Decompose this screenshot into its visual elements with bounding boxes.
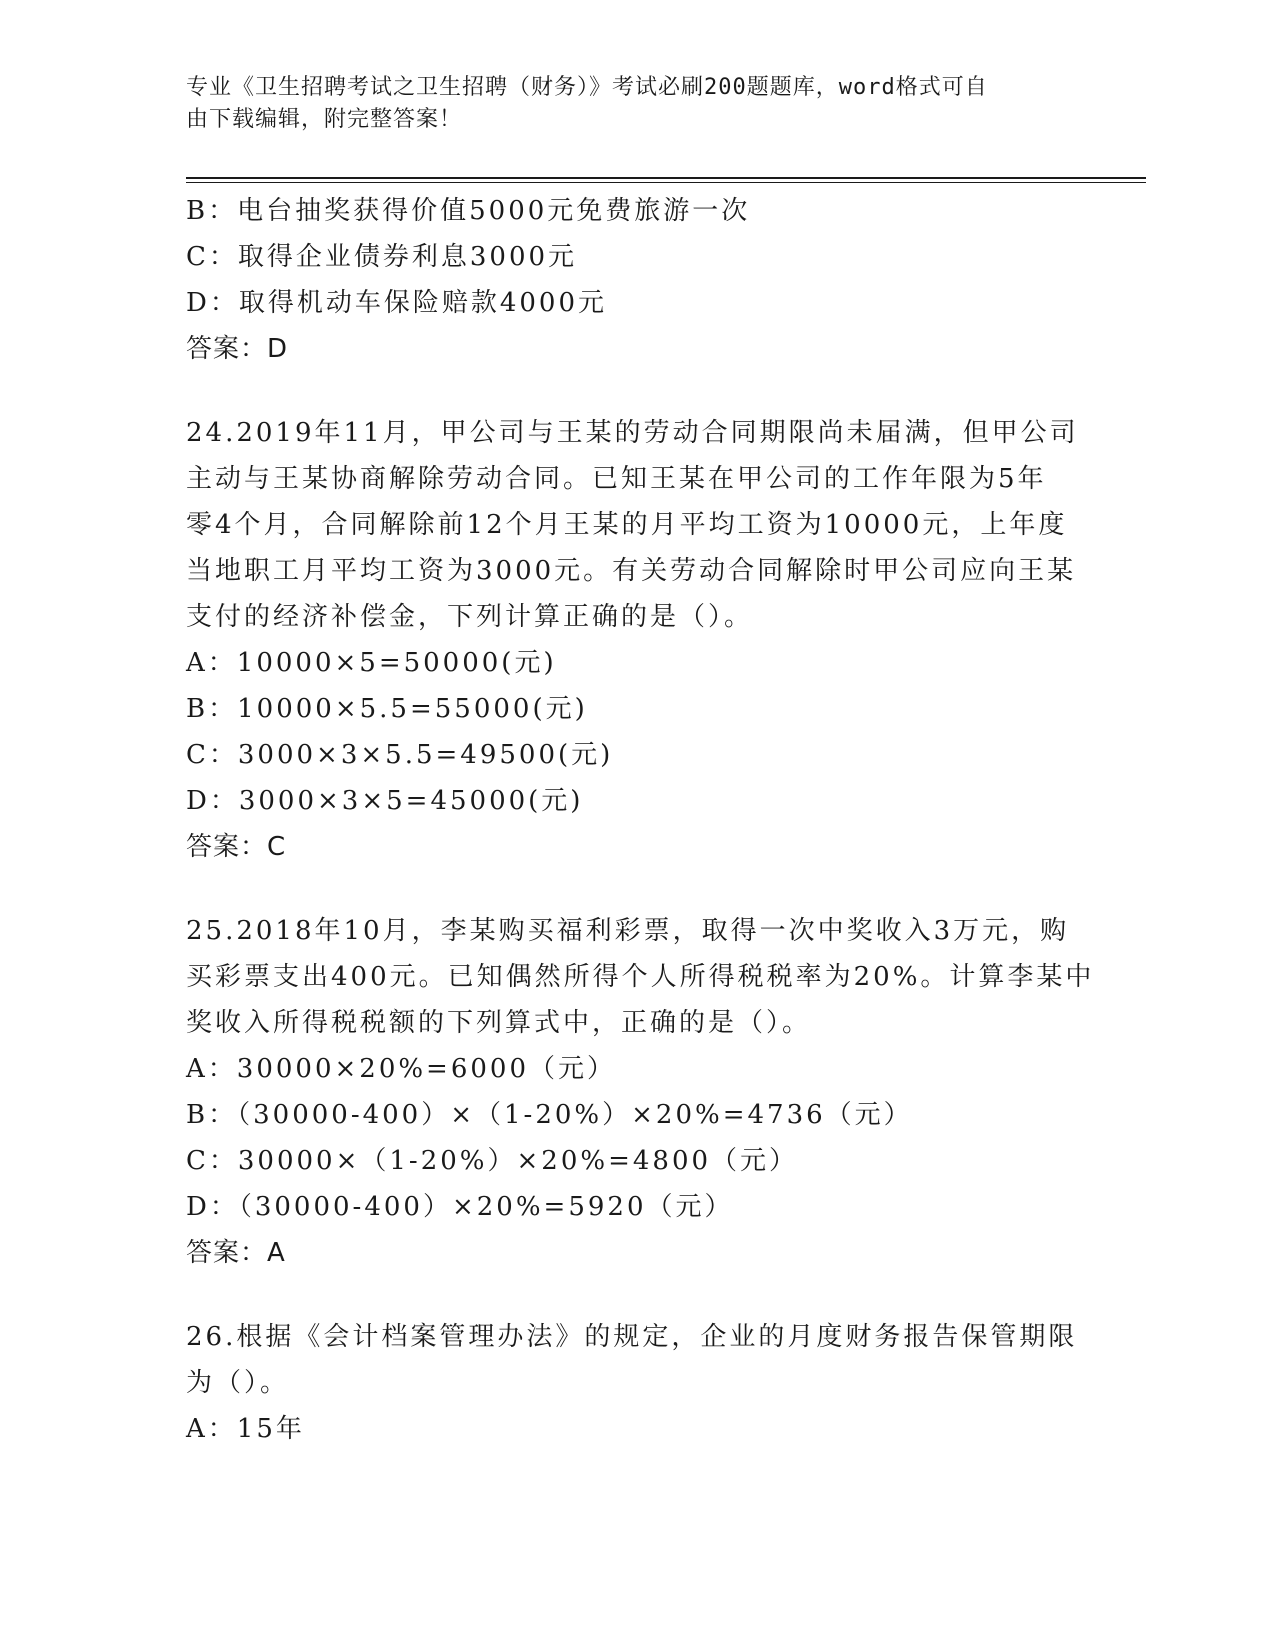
option-a: A：15年: [186, 1414, 305, 1444]
header-divider-thin: [186, 182, 1146, 183]
question-24: [186, 410, 1086, 870]
question-23: [186, 188, 1086, 372]
question-stem: [186, 410, 1079, 640]
stem-line: 24.2019年11月，甲公司与王某的劳动合同期限尚未届满，但甲公司: [186, 418, 1079, 448]
stem-line: 奖收入所得税税额的下列算式中，正确的是（）。: [186, 1008, 812, 1038]
option-a: A：30000×20%=6000（元）: [186, 1054, 617, 1084]
answer-label: 答案：D: [186, 334, 289, 364]
option-a: A：10000×5=50000(元): [186, 648, 557, 678]
question-list: [186, 188, 1095, 1452]
stem-line: 当地职工月平均工资为3000元。有关劳动合同解除时甲公司应向王某: [186, 556, 1077, 586]
option-b: B：电台抽奖获得价值5000元免费旅游一次: [186, 196, 751, 226]
option-c: C：3000×3×5.5=49500(元): [186, 740, 614, 770]
question-stem: [186, 908, 1095, 1046]
option-d: D：（30000-400）×20%=5920（元）: [186, 1192, 734, 1222]
option-d: D：取得机动车保险赔款4000元: [186, 288, 608, 318]
document-header: [186, 72, 1066, 136]
stem-line: 为（）。: [186, 1368, 290, 1398]
question-26: [186, 1314, 1086, 1452]
header-line-2: 由下载编辑，附完整答案！: [186, 107, 463, 132]
option-b: B：10000×5.5=55000(元): [186, 694, 588, 724]
stem-line: 买彩票支出400元。已知偶然所得个人所得税税率为20%。计算李某中: [186, 962, 1095, 992]
stem-line: 零4个月，合同解除前12个月王某的月平均工资为10000元，上年度: [186, 510, 1068, 540]
answer-label: 答案：C: [186, 832, 287, 862]
header-line-1: 专业《卫生招聘考试之卫生招聘（财务）》考试必刷200题题库，word格式可自: [186, 75, 988, 100]
question-25: [186, 908, 1095, 1276]
option-c: C：取得企业债券利息3000元: [186, 242, 578, 272]
question-stem: [186, 1314, 1076, 1406]
option-d: D：3000×3×5=45000(元): [186, 786, 584, 816]
option-b: B：（30000-400）×（1-20%）×20%=4736（元）: [186, 1100, 913, 1130]
answer-label: 答案：A: [186, 1238, 286, 1268]
stem-line: 支付的经济补偿金，下列计算正确的是（）。: [186, 602, 754, 632]
option-c: C：30000×（1-20%）×20%=4800（元）: [186, 1146, 799, 1176]
stem-line: 25.2018年10月，李某购买福利彩票，取得一次中奖收入3万元，购: [186, 916, 1070, 946]
stem-line: 主动与王某协商解除劳动合同。已知王某在甲公司的工作年限为5年: [186, 464, 1047, 494]
header-divider-thick: [186, 177, 1146, 179]
stem-line: 26.根据《会计档案管理办法》的规定，企业的月度财务报告保管期限: [186, 1322, 1078, 1352]
